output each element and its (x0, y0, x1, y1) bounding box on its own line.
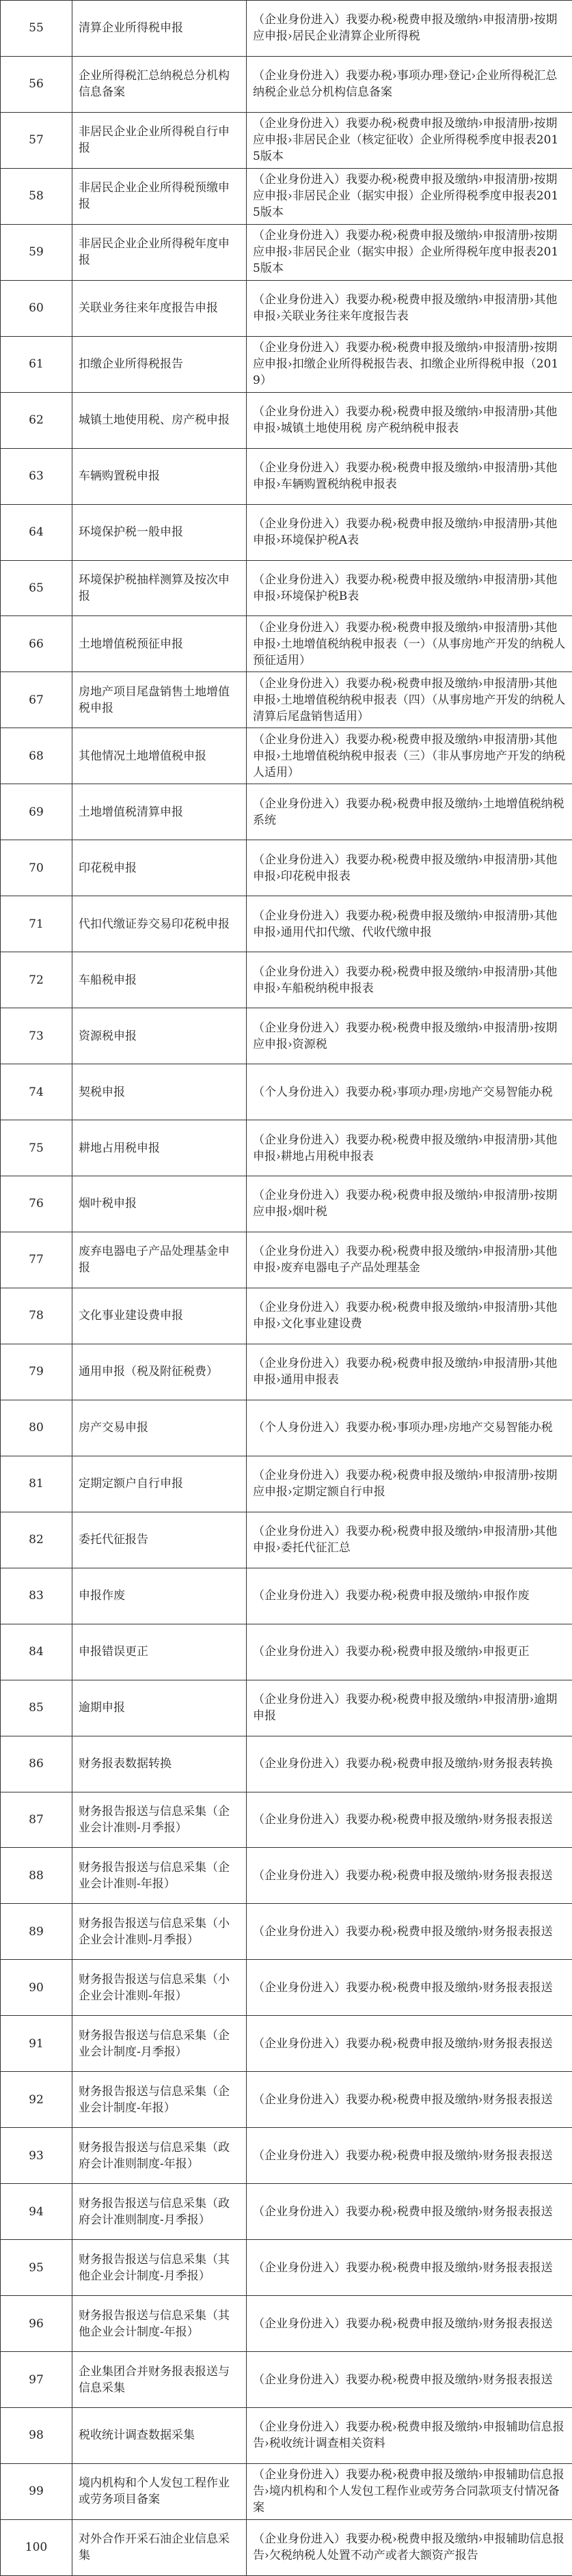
table-row (1, 504, 572, 560)
table-row (1, 672, 572, 728)
row-number-cell: 62 (1, 392, 72, 448)
service-item-cell: 财务报告报送与信息采集（小企业会计准则-月季报） (72, 1904, 247, 1960)
row-number-cell: 75 (1, 1120, 72, 1176)
table-row (1, 784, 572, 840)
menu-path-cell: （企业身份进入）我要办税›税费申报及缴纳›财务报表报送 (247, 2352, 572, 2408)
menu-path-cell: （企业身份进入）我要办税›税费申报及缴纳›申报清册›其他申报›车船税纳税申报表 (247, 952, 572, 1008)
row-number-cell: 99 (1, 2463, 72, 2519)
service-item-cell: 财务报表数据转换 (72, 1736, 247, 1792)
row-number-cell: 61 (1, 336, 72, 392)
service-item-cell: 财务报告报送与信息采集（其他企业会计制度-年报） (72, 2296, 247, 2352)
table-body (1, 1, 572, 2576)
service-item-cell: 土地增值税预征申报 (72, 616, 247, 672)
row-number-cell: 85 (1, 1680, 72, 1736)
table-row (1, 2352, 572, 2408)
service-item-cell: 非居民企业企业所得税自行申报 (72, 112, 247, 168)
service-item-cell: 城镇土地使用税、房产税申报 (72, 392, 247, 448)
table-row (1, 168, 572, 224)
menu-path-cell: （企业身份进入）我要办税›税费申报及缴纳›财务报表报送 (247, 1904, 572, 1960)
row-number-cell: 100 (1, 2519, 72, 2575)
menu-path-cell: （企业身份进入）我要办税›税费申报及缴纳›财务报表报送 (247, 2240, 572, 2296)
menu-path-cell: （企业身份进入）我要办税›税费申报及缴纳›申报清册›按期应申报›资源税 (247, 1008, 572, 1064)
service-item-cell: 关联业务往来年度报告申报 (72, 280, 247, 336)
row-number-cell: 68 (1, 728, 72, 784)
row-number-cell: 81 (1, 1456, 72, 1512)
menu-path-cell: （企业身份进入）我要办税›税费申报及缴纳›申报清册›其他申报›土地增值税纳税申报表（四）（从事房地产开发的纳税人清算后尾盘销售适用） (247, 672, 572, 728)
row-number-cell: 70 (1, 840, 72, 896)
menu-path-cell: （企业身份进入）我要办税›税费申报及缴纳›申报清册›其他申报›通用代扣代缴、代收代缴申报 (247, 896, 572, 952)
menu-path-cell: （企业身份进入）我要办税›税费申报及缴纳›财务报表转换 (247, 1736, 572, 1792)
service-item-cell: 通用申报（税及附征税费） (72, 1344, 247, 1400)
row-number-cell: 67 (1, 672, 72, 728)
service-item-cell: 财务报告报送与信息采集（企业会计准则-月季报） (72, 1792, 247, 1848)
service-item-cell: 财务报告报送与信息采集（企业会计制度-月季报） (72, 2016, 247, 2072)
table-row (1, 2128, 572, 2184)
menu-path-cell: （企业身份进入）我要办税›税费申报及缴纳›申报清册›其他申报›土地增值税纳税申报表（一）（从事房地产开发的纳税人预征适用） (247, 616, 572, 672)
service-item-cell: 财务报告报送与信息采集（其他企业会计制度-月季报） (72, 2240, 247, 2296)
menu-path-cell: （企业身份进入）我要办税›税费申报及缴纳›申报清册›其他申报›土地增值税纳税申报表（三）（非从事房地产开发的纳税人适用） (247, 728, 572, 784)
service-item-cell: 委托代征报告 (72, 1512, 247, 1568)
row-number-cell: 82 (1, 1512, 72, 1568)
table-row (1, 560, 572, 616)
row-number-cell: 79 (1, 1344, 72, 1400)
table-row (1, 728, 572, 784)
service-item-cell: 耕地占用税申报 (72, 1120, 247, 1176)
service-item-cell: 扣缴企业所得税报告 (72, 336, 247, 392)
menu-path-cell: （企业身份进入）我要办税›事项办理›登记›企业所得税汇总纳税企业总分机构信息备案 (247, 56, 572, 112)
table-row (1, 1904, 572, 1960)
row-number-cell: 57 (1, 112, 72, 168)
service-item-cell: 申报作废 (72, 1568, 247, 1624)
menu-path-cell: （企业身份进入）我要办税›税费申报及缴纳›申报作废 (247, 1568, 572, 1624)
service-item-cell: 逾期申报 (72, 1680, 247, 1736)
row-number-cell: 56 (1, 56, 72, 112)
service-item-cell: 车船税申报 (72, 952, 247, 1008)
row-number-cell: 80 (1, 1400, 72, 1456)
service-item-cell: 财务报告报送与信息采集（企业会计制度-年报） (72, 2072, 247, 2128)
table-row (1, 1344, 572, 1400)
menu-path-cell: （企业身份进入）我要办税›税费申报及缴纳›申报清册›其他申报›关联业务往来年度报告表 (247, 280, 572, 336)
table-row (1, 112, 572, 168)
menu-path-cell: （企业身份进入）我要办税›税费申报及缴纳›申报更正 (247, 1624, 572, 1680)
table-row (1, 2240, 572, 2296)
service-item-cell: 烟叶税申报 (72, 1176, 247, 1232)
row-number-cell: 92 (1, 2072, 72, 2128)
table-row (1, 1008, 572, 1064)
service-item-cell: 土地增值税清算申报 (72, 784, 247, 840)
menu-path-cell: （企业身份进入）我要办税›税费申报及缴纳›申报清册›按期应申报›烟叶税 (247, 1176, 572, 1232)
table-row (1, 2463, 572, 2519)
row-number-cell: 59 (1, 224, 72, 280)
service-item-cell: 非居民企业企业所得税预缴申报 (72, 168, 247, 224)
menu-path-cell: （企业身份进入）我要办税›税费申报及缴纳›申报清册›其他申报›耕地占用税申报表 (247, 1120, 572, 1176)
table-row (1, 2407, 572, 2463)
menu-path-cell: （企业身份进入）我要办税›税费申报及缴纳›申报清册›其他申报›委托代征汇总 (247, 1512, 572, 1568)
service-item-cell: 车辆购置税申报 (72, 448, 247, 504)
row-number-cell: 60 (1, 280, 72, 336)
menu-path-cell: （企业身份进入）我要办税›税费申报及缴纳›申报清册›其他申报›印花税申报表 (247, 840, 572, 896)
table-row (1, 952, 572, 1008)
menu-path-cell: （企业身份进入）我要办税›税费申报及缴纳›申报清册›按期应申报›扣缴企业所得税报告表、扣缴企业所得税申报（2019） (247, 336, 572, 392)
table-row (1, 2519, 572, 2575)
row-number-cell: 58 (1, 168, 72, 224)
table-row (1, 2072, 572, 2128)
row-number-cell: 83 (1, 1568, 72, 1624)
row-number-cell: 66 (1, 616, 72, 672)
table-row (1, 1176, 572, 1232)
service-item-cell: 契税申报 (72, 1064, 247, 1120)
row-number-cell: 84 (1, 1624, 72, 1680)
menu-path-cell: （企业身份进入）我要办税›税费申报及缴纳›申报清册›按期应申报›非居民企业（核定征收）企业所得税季度申报表2015版本 (247, 112, 572, 168)
row-number-cell: 89 (1, 1904, 72, 1960)
table-row (1, 616, 572, 672)
menu-path-cell: （企业身份进入）我要办税›税费申报及缴纳›土地增值税纳税系统 (247, 784, 572, 840)
menu-path-cell: （企业身份进入）我要办税›税费申报及缴纳›申报清册›其他申报›车辆购置税纳税申报表 (247, 448, 572, 504)
service-item-cell: 财务报告报送与信息采集（政府会计准则制度-月季报） (72, 2184, 247, 2240)
table-row (1, 1064, 572, 1120)
menu-path-cell: （个人身份进入）我要办税›事项办理›房地产交易智能办税 (247, 1064, 572, 1120)
table-row (1, 1680, 572, 1736)
table-row (1, 840, 572, 896)
menu-path-cell: （企业身份进入）我要办税›税费申报及缴纳›申报清册›其他申报›废弃电器电子产品处理基金 (247, 1232, 572, 1288)
row-number-cell: 86 (1, 1736, 72, 1792)
service-item-cell: 财务报告报送与信息采集（政府会计准则制度-年报） (72, 2128, 247, 2184)
row-number-cell: 91 (1, 2016, 72, 2072)
row-number-cell: 64 (1, 504, 72, 560)
service-item-cell: 税收统计调查数据采集 (72, 2407, 247, 2463)
menu-path-cell: （个人身份进入）我要办税›事项办理›房地产交易智能办税 (247, 1400, 572, 1456)
menu-path-cell: （企业身份进入）我要办税›税费申报及缴纳›申报清册›逾期申报 (247, 1680, 572, 1736)
menu-path-cell: （企业身份进入）我要办税›税费申报及缴纳›财务报表报送 (247, 2128, 572, 2184)
service-item-cell: 财务报告报送与信息采集（小企业会计准则-年报） (72, 1960, 247, 2016)
table-row (1, 392, 572, 448)
service-item-cell: 代扣代缴证券交易印花税申报 (72, 896, 247, 952)
menu-path-cell: （企业身份进入）我要办税›税费申报及缴纳›财务报表报送 (247, 2072, 572, 2128)
table-row (1, 2016, 572, 2072)
table-row (1, 1568, 572, 1624)
row-number-cell: 98 (1, 2407, 72, 2463)
table-row (1, 1, 572, 57)
menu-path-cell: （企业身份进入）我要办税›税费申报及缴纳›财务报表报送 (247, 2296, 572, 2352)
service-item-cell: 境内机构和个人发包工程作业或劳务项目备案 (72, 2463, 247, 2519)
menu-path-cell: （企业身份进入）我要办税›税费申报及缴纳›财务报表报送 (247, 2016, 572, 2072)
row-number-cell: 95 (1, 2240, 72, 2296)
table-row (1, 448, 572, 504)
row-number-cell: 96 (1, 2296, 72, 2352)
menu-path-cell: （企业身份进入）我要办税›税费申报及缴纳›申报清册›其他申报›环境保护税B表 (247, 560, 572, 616)
table-row (1, 1792, 572, 1848)
table-row (1, 1512, 572, 1568)
service-item-cell: 清算企业所得税申报 (72, 1, 247, 57)
service-item-cell: 申报错误更正 (72, 1624, 247, 1680)
row-number-cell: 88 (1, 1848, 72, 1904)
menu-path-cell: （企业身份进入）我要办税›税费申报及缴纳›申报清册›按期应申报›非居民企业（据实申报）企业所得税年度申报表2015版本 (247, 224, 572, 280)
table-row (1, 1232, 572, 1288)
service-item-cell: 对外合作开采石油企业信息采集 (72, 2519, 247, 2575)
row-number-cell: 93 (1, 2128, 72, 2184)
service-item-cell: 非居民企业企业所得税年度申报 (72, 224, 247, 280)
menu-path-cell: （企业身份进入）我要办税›税费申报及缴纳›申报清册›按期应申报›定期定额自行申报 (247, 1456, 572, 1512)
table-row (1, 2296, 572, 2352)
service-item-cell: 印花税申报 (72, 840, 247, 896)
row-number-cell: 69 (1, 784, 72, 840)
service-item-cell: 环境保护税抽样测算及按次申报 (72, 560, 247, 616)
menu-path-cell: （企业身份进入）我要办税›税费申报及缴纳›申报辅助信息报告›境内机构和个人发包工程作业或劳务合同款项支付情况备案 (247, 2463, 572, 2519)
table-row (1, 1848, 572, 1904)
service-item-cell: 财务报告报送与信息采集（企业会计准则-年报） (72, 1848, 247, 1904)
service-item-cell: 其他情况土地增值税申报 (72, 728, 247, 784)
row-number-cell: 78 (1, 1288, 72, 1344)
row-number-cell: 65 (1, 560, 72, 616)
service-item-cell: 文化事业建设费申报 (72, 1288, 247, 1344)
row-number-cell: 72 (1, 952, 72, 1008)
menu-path-cell: （企业身份进入）我要办税›税费申报及缴纳›财务报表报送 (247, 2184, 572, 2240)
row-number-cell: 90 (1, 1960, 72, 2016)
menu-path-cell: （企业身份进入）我要办税›税费申报及缴纳›申报清册›按期应申报›非居民企业（据实申报）企业所得税季度申报表2015版本 (247, 168, 572, 224)
table-row (1, 1120, 572, 1176)
table-row (1, 1456, 572, 1512)
table-row (1, 336, 572, 392)
row-number-cell: 94 (1, 2184, 72, 2240)
row-number-cell: 55 (1, 1, 72, 57)
table-row (1, 56, 572, 112)
menu-path-cell: （企业身份进入）我要办税›税费申报及缴纳›申报清册›其他申报›文化事业建设费 (247, 1288, 572, 1344)
menu-path-cell: （企业身份进入）我要办税›税费申报及缴纳›财务报表报送 (247, 1792, 572, 1848)
service-item-cell: 废弃电器电子产品处理基金申报 (72, 1232, 247, 1288)
menu-path-cell: （企业身份进入）我要办税›税费申报及缴纳›财务报表报送 (247, 1960, 572, 2016)
row-number-cell: 74 (1, 1064, 72, 1120)
table-row (1, 896, 572, 952)
row-number-cell: 71 (1, 896, 72, 952)
row-number-cell: 76 (1, 1176, 72, 1232)
service-item-cell: 房地产项目尾盘销售土地增值税申报 (72, 672, 247, 728)
table-row (1, 280, 572, 336)
row-number-cell: 97 (1, 2352, 72, 2408)
table-row (1, 1288, 572, 1344)
menu-path-cell: （企业身份进入）我要办税›税费申报及缴纳›申报清册›其他申报›城镇土地使用税 房产税纳税申报表 (247, 392, 572, 448)
table-row (1, 1736, 572, 1792)
row-number-cell: 63 (1, 448, 72, 504)
table-row (1, 2184, 572, 2240)
menu-path-cell: （企业身份进入）我要办税›税费申报及缴纳›财务报表报送 (247, 1848, 572, 1904)
service-item-cell: 定期定额户自行申报 (72, 1456, 247, 1512)
table-row (1, 1624, 572, 1680)
service-item-cell: 资源税申报 (72, 1008, 247, 1064)
row-number-cell: 87 (1, 1792, 72, 1848)
menu-path-cell: （企业身份进入）我要办税›税费申报及缴纳›申报清册›按期应申报›居民企业清算企业所得税 (247, 1, 572, 57)
row-number-cell: 77 (1, 1232, 72, 1288)
table-row (1, 1400, 572, 1456)
table-row (1, 1960, 572, 2016)
table-row (1, 224, 572, 280)
menu-path-cell: （企业身份进入）我要办税›税费申报及缴纳›申报清册›其他申报›环境保护税A表 (247, 504, 572, 560)
menu-path-cell: （企业身份进入）我要办税›税费申报及缴纳›申报辅助信息报告›税收统计调查相关资料 (247, 2407, 572, 2463)
service-item-cell: 企业所得税汇总纳税总分机构信息备案 (72, 56, 247, 112)
menu-path-cell: （企业身份进入）我要办税›税费申报及缴纳›申报辅助信息报告›欠税纳税人处置不动产或者大额资产报告 (247, 2519, 572, 2575)
service-item-cell: 房产交易申报 (72, 1400, 247, 1456)
service-item-cell: 环境保护税一般申报 (72, 504, 247, 560)
menu-path-cell: （企业身份进入）我要办税›税费申报及缴纳›申报清册›其他申报›通用申报表 (247, 1344, 572, 1400)
service-item-cell: 企业集团合并财务报表报送与信息采集 (72, 2352, 247, 2408)
row-number-cell: 73 (1, 1008, 72, 1064)
